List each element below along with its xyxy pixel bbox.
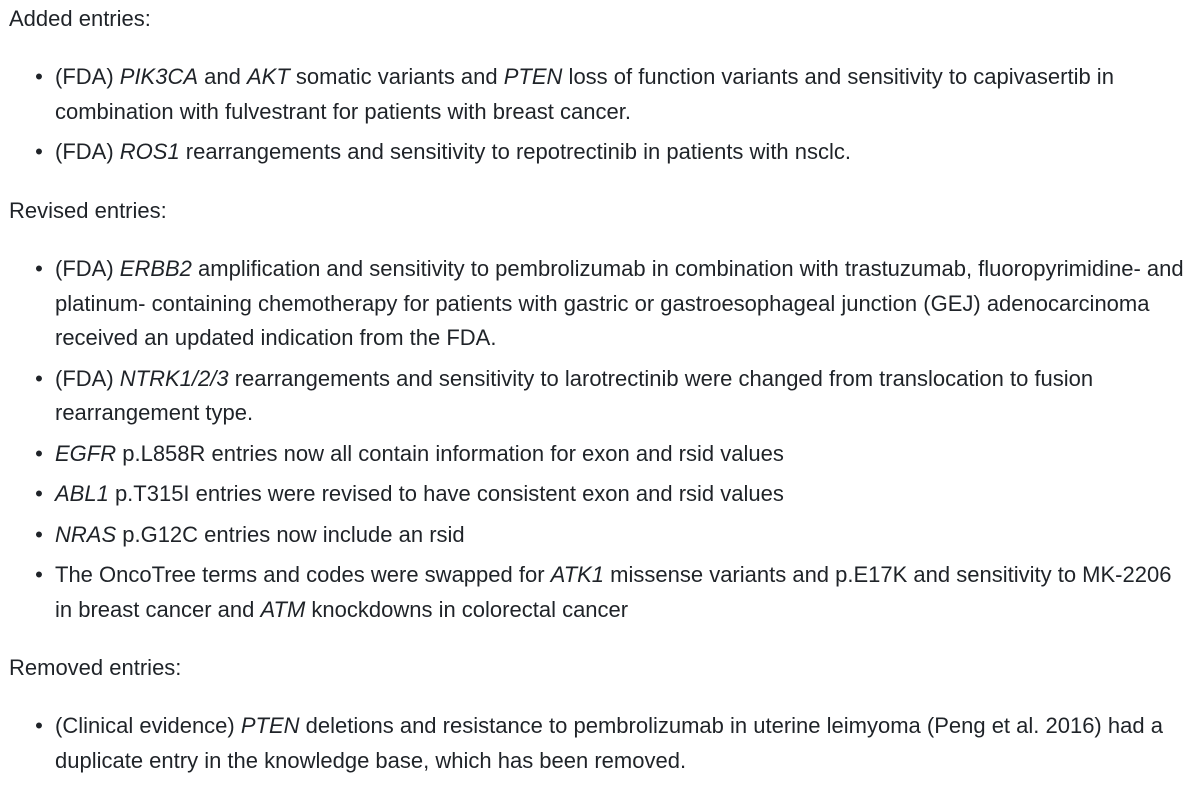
item-text: p.G12C entries now include an rsid bbox=[116, 521, 465, 547]
item-text: (Clinical evidence) bbox=[55, 713, 241, 738]
item-text: knockdowns in colorectal cancer bbox=[305, 596, 629, 622]
item-text: and bbox=[198, 64, 247, 89]
gene-name: NRAS bbox=[55, 521, 117, 547]
item-text: The OncoTree terms and codes were swapped for bbox=[55, 562, 551, 587]
item-text: p.L858R entries now all contain information for exon and rsid values bbox=[116, 440, 784, 466]
list-item bbox=[0, 362, 1200, 431]
bullet-icon: • bbox=[35, 64, 43, 89]
item-text: (FDA) bbox=[55, 256, 120, 281]
section-heading-revised: Revised entries: bbox=[9, 198, 167, 223]
list-item bbox=[0, 60, 1200, 129]
item-text: rearrangements and sensitivity to repotrectinib in patients with nsclc. bbox=[179, 139, 852, 164]
list-item bbox=[0, 709, 1200, 778]
item-text: rearrangements and sensitivity to larotrectinib were changed from translocation to fusion rearrangement type. bbox=[55, 365, 1094, 425]
bullet-icon: • bbox=[35, 139, 43, 164]
gene-name: ATM bbox=[260, 596, 306, 622]
item-text: p.T315I entries were revised to have consistent exon and rsid values bbox=[108, 481, 784, 506]
item-text: somatic variants and bbox=[289, 64, 504, 89]
item-text: amplification and sensitivity to pembrolizumab in combination with trastuzumab, fluoropyrimidine- and platinum- containing chemotherapy for patients with gastric or gastroesophageal junction (GEJ) adenocarcinoma received an updated indication from the FDA. bbox=[55, 256, 1184, 350]
gene-name: ERBB2 bbox=[119, 256, 192, 281]
bullet-icon: • bbox=[35, 521, 43, 547]
section-heading-added: Added entries: bbox=[9, 6, 151, 31]
gene-name: ATK1 bbox=[550, 562, 605, 587]
gene-name: PTEN bbox=[503, 64, 563, 89]
gene-name: NTRK1/2/3 bbox=[119, 365, 229, 391]
list-item bbox=[0, 437, 1200, 472]
item-text: (FDA) bbox=[55, 365, 120, 391]
item-text: loss of function variants and sensitivity to capivasertib in combination with fulvestrant for patients with breast cancer. bbox=[55, 64, 1114, 124]
gene-name: PIK3CA bbox=[119, 64, 199, 89]
item-text: (FDA) bbox=[55, 139, 120, 164]
gene-name: EGFR bbox=[55, 440, 117, 466]
item-text: (FDA) bbox=[55, 64, 120, 89]
bullet-icon: • bbox=[35, 562, 43, 587]
gene-name: PTEN bbox=[240, 713, 300, 738]
added-entries-list bbox=[0, 60, 1200, 176]
removed-entries-list bbox=[0, 709, 1200, 784]
section-heading-removed: Removed entries: bbox=[9, 655, 182, 680]
list-item bbox=[0, 518, 1200, 553]
item-text: missense variants and p.E17K and sensitivity to MK-2206 in breast cancer and bbox=[55, 562, 1172, 622]
list-item bbox=[0, 477, 1200, 512]
gene-name: ABL1 bbox=[55, 481, 109, 506]
bullet-icon: • bbox=[35, 481, 43, 506]
item-text: deletions and resistance to pembrolizumab in uterine leimyoma (Peng et al. 2016) had a duplicate entry in the knowledge base, which has been removed. bbox=[55, 713, 1163, 773]
revised-entries-list bbox=[0, 252, 1200, 633]
list-item bbox=[0, 558, 1200, 627]
list-item bbox=[0, 252, 1200, 356]
gene-name: ROS1 bbox=[119, 139, 180, 164]
bullet-icon: • bbox=[35, 713, 43, 738]
list-item bbox=[0, 135, 1200, 170]
bullet-icon: • bbox=[35, 365, 43, 391]
bullet-icon: • bbox=[35, 440, 43, 466]
gene-name: AKT bbox=[246, 64, 290, 89]
bullet-icon: • bbox=[35, 256, 43, 281]
